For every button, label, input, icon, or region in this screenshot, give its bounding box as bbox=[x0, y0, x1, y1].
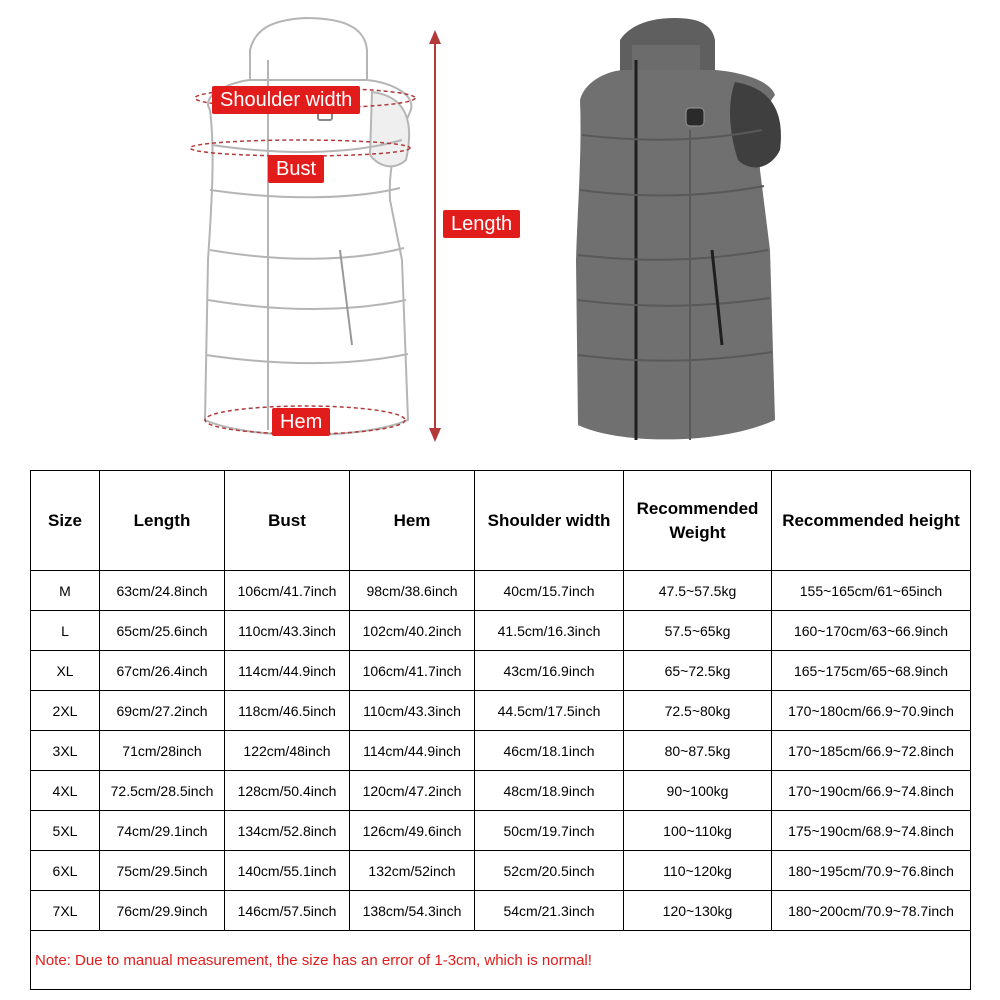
table-cell: 128cm/50.4inch bbox=[225, 771, 350, 811]
table-cell: 140cm/55.1inch bbox=[225, 851, 350, 891]
table-row bbox=[31, 611, 971, 651]
hem-label: Hem bbox=[272, 408, 330, 436]
table-cell: 75cm/29.5inch bbox=[100, 851, 225, 891]
table-cell: M bbox=[31, 571, 100, 611]
table-cell: 160~170cm/63~66.9inch bbox=[772, 611, 971, 651]
table-cell: 65cm/25.6inch bbox=[100, 611, 225, 651]
table-cell: 126cm/49.6inch bbox=[350, 811, 475, 851]
sketch-vest bbox=[205, 18, 411, 435]
header-recommended-weight: Recommended Weight bbox=[624, 471, 772, 571]
table-cell: 100~110kg bbox=[624, 811, 772, 851]
table-row bbox=[31, 891, 971, 931]
table-cell: 46cm/18.1inch bbox=[475, 731, 624, 771]
size-table bbox=[30, 470, 971, 990]
table-cell: 132cm/52inch bbox=[350, 851, 475, 891]
table-cell: 146cm/57.5inch bbox=[225, 891, 350, 931]
table-cell: 170~180cm/66.9~70.9inch bbox=[772, 691, 971, 731]
table-body bbox=[31, 571, 971, 931]
table-cell: 54cm/21.3inch bbox=[475, 891, 624, 931]
table-cell: 72.5cm/28.5inch bbox=[100, 771, 225, 811]
table-cell: 114cm/44.9inch bbox=[350, 731, 475, 771]
table-cell: 155~165cm/61~65inch bbox=[772, 571, 971, 611]
table-cell: 4XL bbox=[31, 771, 100, 811]
table-cell: 106cm/41.7inch bbox=[225, 571, 350, 611]
table-cell: 170~185cm/66.9~72.8inch bbox=[772, 731, 971, 771]
header-recommended-height: Recommended height bbox=[772, 471, 971, 571]
table-cell: 180~200cm/70.9~78.7inch bbox=[772, 891, 971, 931]
gray-vest-photo bbox=[576, 18, 781, 440]
table-cell: 65~72.5kg bbox=[624, 651, 772, 691]
table-cell: 5XL bbox=[31, 811, 100, 851]
table-cell: 180~195cm/70.9~76.8inch bbox=[772, 851, 971, 891]
table-cell: L bbox=[31, 611, 100, 651]
table-cell: 40cm/15.7inch bbox=[475, 571, 624, 611]
header-bust: Bust bbox=[225, 471, 350, 571]
bust-label: Bust bbox=[268, 155, 324, 183]
table-cell: 6XL bbox=[31, 851, 100, 891]
table-cell: 110cm/43.3inch bbox=[225, 611, 350, 651]
table-cell: 57.5~65kg bbox=[624, 611, 772, 651]
measurement-note: Note: Due to manual measurement, the size has an error of 1-3cm, which is normal! bbox=[31, 931, 971, 990]
vest-illustration bbox=[0, 0, 1000, 460]
table-cell: 80~87.5kg bbox=[624, 731, 772, 771]
table-cell: 120cm/47.2inch bbox=[350, 771, 475, 811]
table-cell: 110cm/43.3inch bbox=[350, 691, 475, 731]
table-cell: 110~120kg bbox=[624, 851, 772, 891]
table-cell: 118cm/46.5inch bbox=[225, 691, 350, 731]
table-cell: 175~190cm/68.9~74.8inch bbox=[772, 811, 971, 851]
table-cell: 67cm/26.4inch bbox=[100, 651, 225, 691]
size-chart bbox=[30, 470, 970, 990]
note-row bbox=[31, 931, 971, 990]
table-cell: 165~175cm/65~68.9inch bbox=[772, 651, 971, 691]
table-cell: 71cm/28inch bbox=[100, 731, 225, 771]
table-row bbox=[31, 811, 971, 851]
table-cell: 3XL bbox=[31, 731, 100, 771]
table-cell: 106cm/41.7inch bbox=[350, 651, 475, 691]
table-cell: 102cm/40.2inch bbox=[350, 611, 475, 651]
table-cell: 76cm/29.9inch bbox=[100, 891, 225, 931]
header-size: Size bbox=[31, 471, 100, 571]
table-row bbox=[31, 651, 971, 691]
table-cell: 72.5~80kg bbox=[624, 691, 772, 731]
shoulder-width-label: Shoulder width bbox=[212, 86, 360, 114]
table-cell: 114cm/44.9inch bbox=[225, 651, 350, 691]
header-length: Length bbox=[100, 471, 225, 571]
table-cell: 90~100kg bbox=[624, 771, 772, 811]
table-row bbox=[31, 771, 971, 811]
table-cell: 69cm/27.2inch bbox=[100, 691, 225, 731]
table-cell: 122cm/48inch bbox=[225, 731, 350, 771]
header-hem: Hem bbox=[350, 471, 475, 571]
table-cell: 63cm/24.8inch bbox=[100, 571, 225, 611]
header-shoulder-width: Shoulder width bbox=[475, 471, 624, 571]
table-cell: 44.5cm/17.5inch bbox=[475, 691, 624, 731]
table-cell: 47.5~57.5kg bbox=[624, 571, 772, 611]
table-cell: 43cm/16.9inch bbox=[475, 651, 624, 691]
table-cell: 50cm/19.7inch bbox=[475, 811, 624, 851]
table-row bbox=[31, 731, 971, 771]
table-cell: 138cm/54.3inch bbox=[350, 891, 475, 931]
table-cell: 134cm/52.8inch bbox=[225, 811, 350, 851]
table-cell: 74cm/29.1inch bbox=[100, 811, 225, 851]
table-cell: 52cm/20.5inch bbox=[475, 851, 624, 891]
table-row bbox=[31, 851, 971, 891]
table-cell: 2XL bbox=[31, 691, 100, 731]
table-row bbox=[31, 571, 971, 611]
length-label: Length bbox=[443, 210, 520, 238]
table-cell: 48cm/18.9inch bbox=[475, 771, 624, 811]
table-row bbox=[31, 691, 971, 731]
table-cell: 98cm/38.6inch bbox=[350, 571, 475, 611]
table-cell: 41.5cm/16.3inch bbox=[475, 611, 624, 651]
table-header-row bbox=[31, 471, 971, 571]
table-cell: XL bbox=[31, 651, 100, 691]
length-arrow bbox=[429, 30, 441, 442]
table-cell: 170~190cm/66.9~74.8inch bbox=[772, 771, 971, 811]
table-cell: 120~130kg bbox=[624, 891, 772, 931]
table-cell: 7XL bbox=[31, 891, 100, 931]
